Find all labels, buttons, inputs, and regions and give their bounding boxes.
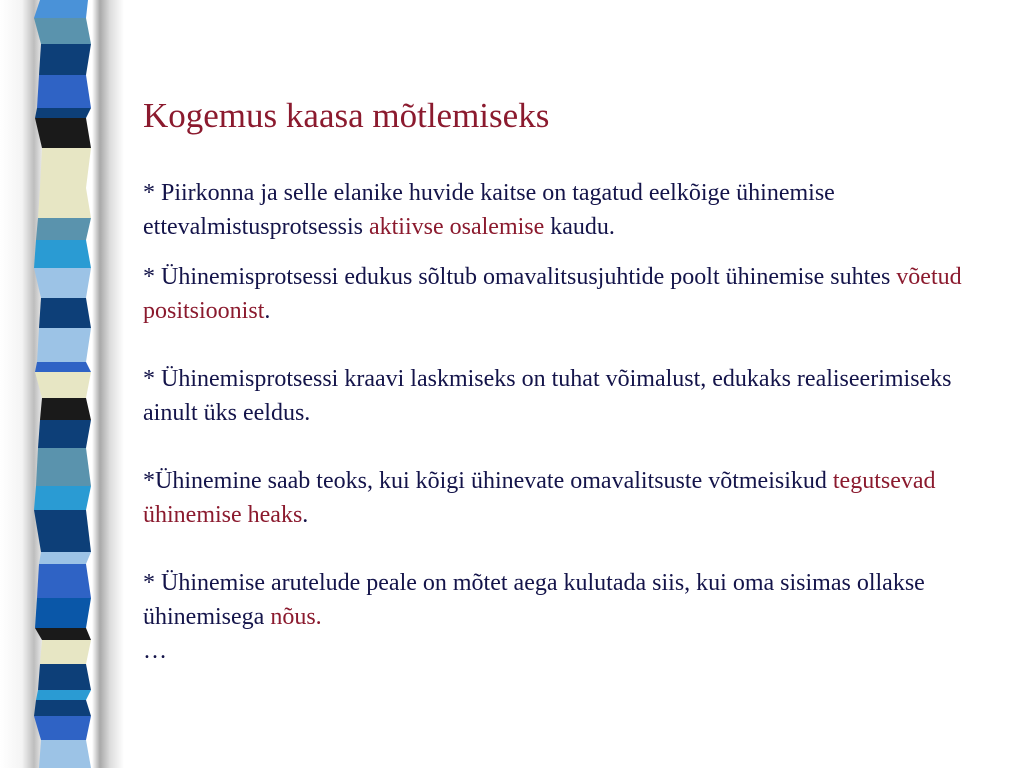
bullet-paragraph xyxy=(143,464,1003,532)
stripe-block xyxy=(35,598,91,628)
stripe-block xyxy=(38,188,91,218)
slide-title: Kogemus kaasa mõtlemiseks xyxy=(143,96,550,135)
stripe-block xyxy=(37,75,91,108)
stripe-block xyxy=(34,0,88,18)
bullet-paragraph xyxy=(143,260,1003,328)
stripe-block xyxy=(37,328,91,362)
paragraph-text: kaudu. xyxy=(544,214,615,240)
paragraph-text: * Ühinemise arutelude peale on mõtet aega kulutada siis, kui oma sisimas ollakse ühinemisega xyxy=(143,570,925,630)
stripe-block xyxy=(35,372,91,398)
stripe-block xyxy=(34,18,91,44)
bullet-paragraph xyxy=(143,176,1003,244)
highlighted-text: tegutsevad ühinemise heaks xyxy=(143,468,936,528)
stripe-block xyxy=(36,448,91,486)
stripe-block xyxy=(34,700,91,716)
slide-body xyxy=(143,176,1003,668)
stripe-block xyxy=(35,362,91,372)
stripe-block xyxy=(39,552,91,564)
highlighted-text: võetud positsioonist xyxy=(143,264,962,324)
stripe-block xyxy=(37,564,91,598)
paragraph-text: * Ühinemisprotsessi kraavi laskmiseks on tuhat võimalust, edukaks realiseerimiseks ainult üks eeldus. xyxy=(143,366,952,426)
stripe-block xyxy=(34,240,91,268)
stripe-block xyxy=(40,640,91,664)
stripe-block xyxy=(34,510,91,552)
paragraph-text: . xyxy=(264,298,271,324)
stripe-block xyxy=(36,218,91,240)
stripe-block xyxy=(35,118,91,148)
stripe-block xyxy=(40,398,91,420)
bullet-paragraph xyxy=(143,566,1003,634)
stripe-block xyxy=(34,268,91,298)
stripe-block xyxy=(39,44,91,75)
highlighted-text: nõus. xyxy=(270,604,322,630)
stripe-block xyxy=(35,628,91,640)
stripe-block xyxy=(38,664,91,690)
paragraph-text: * Piirkonna ja selle elanike huvide kaitse on tagatud eelkõige ühinemise ettevalmistusprotsessis xyxy=(143,180,835,240)
stripe-block xyxy=(34,486,91,510)
paragraph-text: . xyxy=(302,502,309,528)
stripe-block xyxy=(40,148,91,188)
paragraph-text: * Ühinemisprotsessi edukus sõltub omavalitsusjuhtide poolt ühinemise suhtes xyxy=(143,264,897,290)
stripe-block xyxy=(34,716,91,740)
stripe-block xyxy=(38,420,91,448)
stripe-block xyxy=(36,690,91,700)
paragraph-text: *Ühinemine saab teoks, kui kõigi ühinevate omavalitsuste võtmeisikud xyxy=(143,468,833,494)
stripe-block xyxy=(39,298,91,328)
highlighted-text: aktiivse osalemise xyxy=(368,214,545,240)
bullet-paragraph xyxy=(143,362,1003,430)
stripe-block xyxy=(35,108,91,118)
ellipsis: … xyxy=(143,638,167,664)
stripe-block xyxy=(39,740,91,768)
decorative-color-stripe xyxy=(0,0,124,768)
